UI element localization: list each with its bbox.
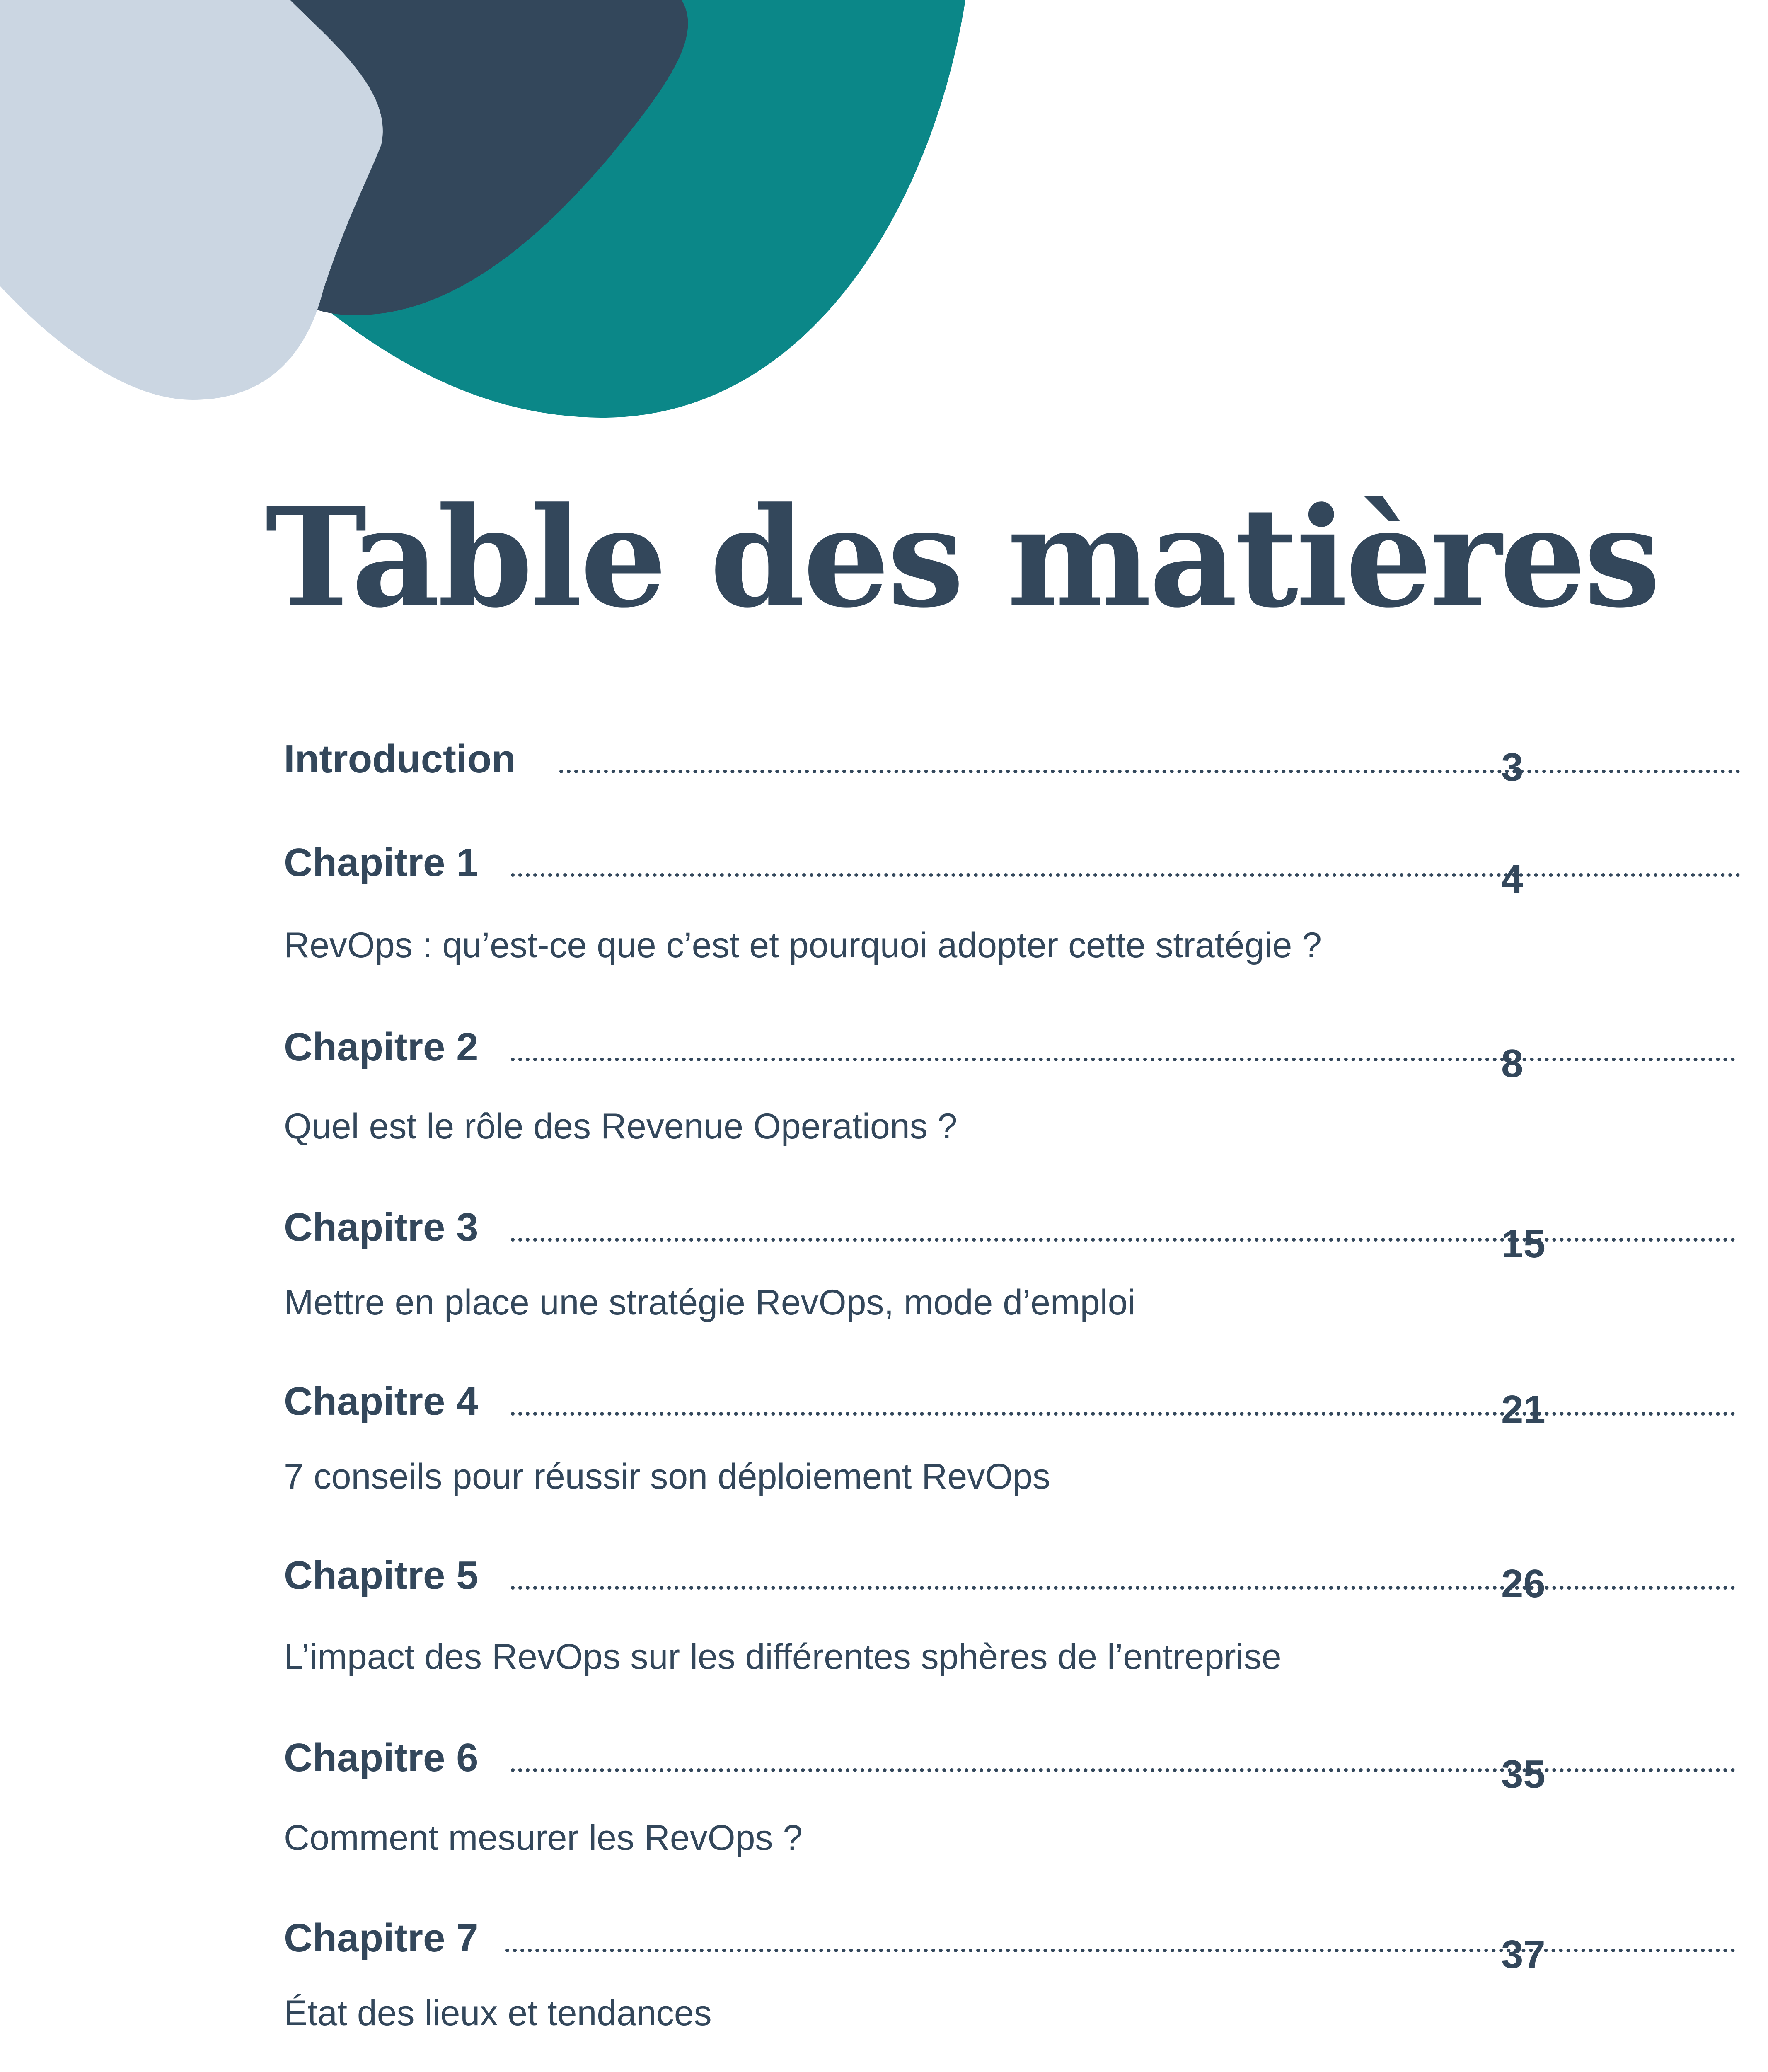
toc-entry-label: Chapitre 1 [284,840,479,885]
toc-entry-description: Quel est le rôle des Revenue Operations ? [284,1106,958,1146]
toc-entry-description: RevOps : qu’est-ce que c’est et pourquoi adopter cette stratégie ? [284,925,1322,965]
toc-entry-description: Comment mesurer les RevOps ? [284,1818,803,1858]
page-title: Table des matières [265,477,1659,638]
toc-entry-label: Chapitre 7 [284,1916,479,1960]
toc-entry-description: Mettre en place une stratégie RevOps, mode d’emploi [284,1283,1136,1322]
toc-entry-introduction[interactable] [284,725,1568,787]
toc-entry-chapitre-2[interactable] [284,1013,1568,1086]
toc-entry-label: Chapitre 6 [284,1736,479,1780]
toc-entry-label: Chapitre 5 [284,1553,479,1598]
toc-entry-page: 21 [1501,1387,1545,1432]
toc-entry-label: Chapitre 2 [284,1025,479,1069]
toc-entry-page: 15 [1501,1222,1545,1266]
toc-entry-page: 26 [1501,1561,1545,1606]
toc-entry-label: Introduction [284,737,516,781]
toc-entry-chapitre-1[interactable] [284,829,1568,901]
toc-entry-label: Chapitre 4 [284,1379,479,1423]
toc-entry-chapitre-7[interactable] [284,1904,1568,1977]
toc-entry-page: 35 [1501,1752,1545,1796]
toc-entry-label: Chapitre 3 [284,1205,479,1249]
toc-entry-description: 7 conseils pour réussir son déploiement RevOps [284,1457,1050,1496]
toc-entry-page: 3 [1501,745,1524,789]
toc-entry-page: 8 [1501,1041,1524,1086]
toc-entry-chapitre-6[interactable] [284,1724,1568,1796]
toc-entry-page: 37 [1501,1932,1545,1977]
toc-entry-description: L’impact des RevOps sur les différentes sphères de l’entreprise [284,1637,1282,1677]
toc-entry-description: État des lieux et tendances [284,1993,712,2033]
toc-entry-chapitre-4[interactable] [284,1368,1568,1430]
toc-entry-chapitre-3[interactable] [284,1193,1568,1266]
toc-entry-page: 4 [1501,857,1524,901]
toc-entry-chapitre-5[interactable] [284,1542,1568,1604]
